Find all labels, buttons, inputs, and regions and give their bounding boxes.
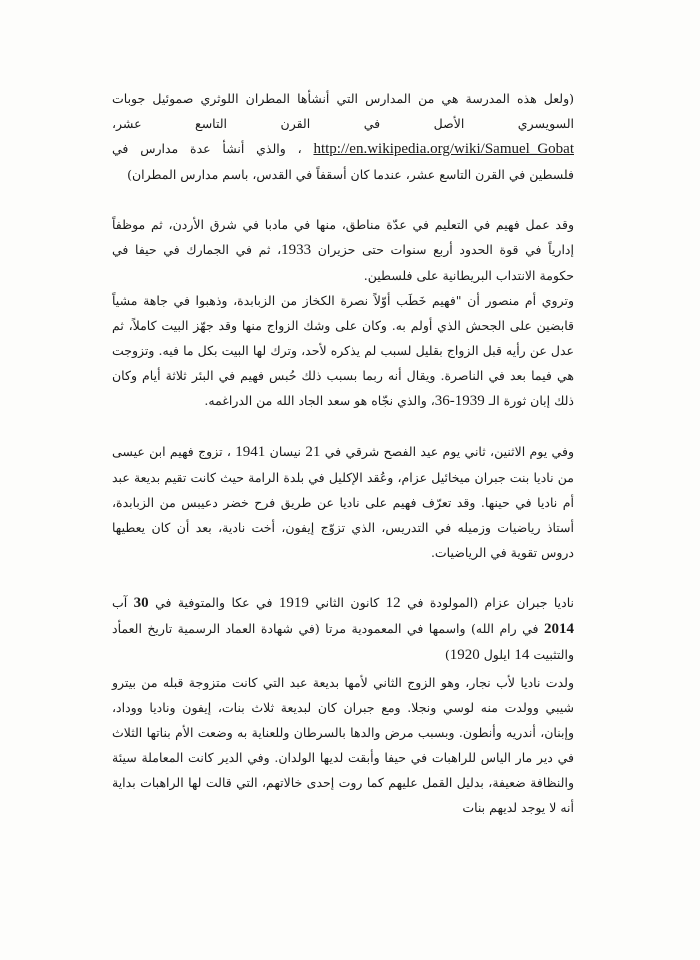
baptism-day: 14 [514, 647, 530, 663]
paragraph-text: وتروي أم منصور أن "فهيم خَطَب أوّلاً نصرة الكخاز من الزبابدة، وذهبوا في جاهة مشياً قابضين على الجحش الذي أولم به. وكان على وشك الزواج منها وقد جهّز البيت كاملاً، ثم عدل عن رأيه قبل الزواج بقليل لسبب لم يذكره لأحد، وترك لها البيت بكل ما فيه. وتزوجت هي فيما بعد في الناصرة. ويقال أنه ربما بسبب ذلك حُبس فهيم في البئر ثلاثة أيام وكان ذلك إبان ثورة الـ [112, 293, 574, 408]
month-name: نيسان [269, 444, 302, 459]
wikipedia-link[interactable]: http://en.wikipedia.org/wiki/Samuel_Gobat [313, 141, 574, 157]
paragraph-engagement-story [112, 288, 574, 414]
paragraph-family [112, 670, 574, 820]
day-number: 21 [305, 444, 321, 460]
year-range: 36-1939 [434, 393, 485, 409]
document-body [112, 86, 574, 820]
year-number: 1941 [235, 444, 266, 460]
paragraph-text: ) [444, 647, 450, 662]
paragraph-text: ولدت ناديا لأب نجار، وهو الزوج الثاني لأمها بديعة عبد التي كانت متزوجة قبله من بيترو شيبي وولدت منه لوسي ونجلا. ومع جبران كان لبديعة ثلاث بنات، إيفون وناديا ووداد، وإبنان، أندريه وأنطون. وبسبب مرض والدها بالسرطان وللعناية به وضعت الأم بناتها الثلاث في دير مار الياس للراهبات في حيفا وأبقت لديها الولدان. وفي الدير كانت المعاملة سيئة والنظافة ضعيفة، بدليل القمل عليهم كما روت إحدى خالاتهم، التي قالت لها الراهبات بداية أنه لا يوجد لديهم بنات [112, 675, 574, 815]
paragraph-text: في عكا والمتوفية في [155, 595, 273, 610]
baptism-month: ايلول [483, 647, 511, 662]
death-day: 30 [133, 595, 149, 611]
year-number: 1933 [281, 242, 312, 258]
paragraph-marriage [112, 439, 574, 565]
birth-year: 1919 [278, 595, 309, 611]
paragraph-text: (ولعل هذه المدرسة هي من المدارس التي أنشأها المطران اللوثري صموئيل جوبات السويسري الأصل في القرن التاسع عشر، [112, 91, 574, 131]
paragraph-text: وقد عمل فهيم في التعليم في عدّة مناطق، منها في مادبا في شرق الأردن، ثم موظفاً إدارياً في قوة الحدود أربع سنوات حتى حزيران [112, 217, 574, 257]
paragraph-text: في رام الله) واسمها في المعمودية مرتا (في شهادة العماد الرسمية تاريخ العمأد والتثبيت [112, 621, 574, 662]
paragraph-text: وفي يوم الاثنين، ثاني يوم عيد الفصح شرقي في [324, 444, 574, 459]
paragraph-text: ، والذي نجّاه هو سعد الجاد الله من الدراغمه. [204, 393, 435, 408]
paragraph-text: ، والذي أنشأ عدة مدارس في فلسطين في القرن التاسع عشر، عندما كان أسقفاً في القدس، باسم مدارس المطران) [112, 141, 574, 182]
baptism-year: 1920 [449, 647, 480, 663]
paragraph-text: ، ثم في الجمارك في حيفا في حكومة الانتداب البريطانية على فلسطين. [112, 242, 574, 283]
paragraph-text: ، تزوج فهيم ابن عيسى من ناديا بنت جبران ميخائيل عزام، وعُقد الإكليل في بلدة الرامة حيث كانت تقيم بديعة عبد أم ناديا في حينها. وقد تعرّف فهيم على ناديا عن طريق فرح خضر دعيبس من الزبابدة، أستاذ رياضيات وزميله في التدريس، الذي تزوّج إيفون، أخت نادية، بعد أن كان يعطيها دروس تقوية في الرياضيات. [112, 444, 574, 560]
birth-month: كانون الثاني [315, 595, 380, 610]
death-year: 2014 [544, 621, 574, 637]
birth-day: 12 [385, 595, 401, 611]
death-month: آب [112, 595, 128, 610]
paragraph-gobat-note [112, 86, 574, 187]
paragraph-work-history [112, 212, 574, 288]
paragraph-nadia-bio [112, 590, 574, 668]
paragraph-text: ناديا جبران عزام (المولودة في [407, 595, 575, 610]
